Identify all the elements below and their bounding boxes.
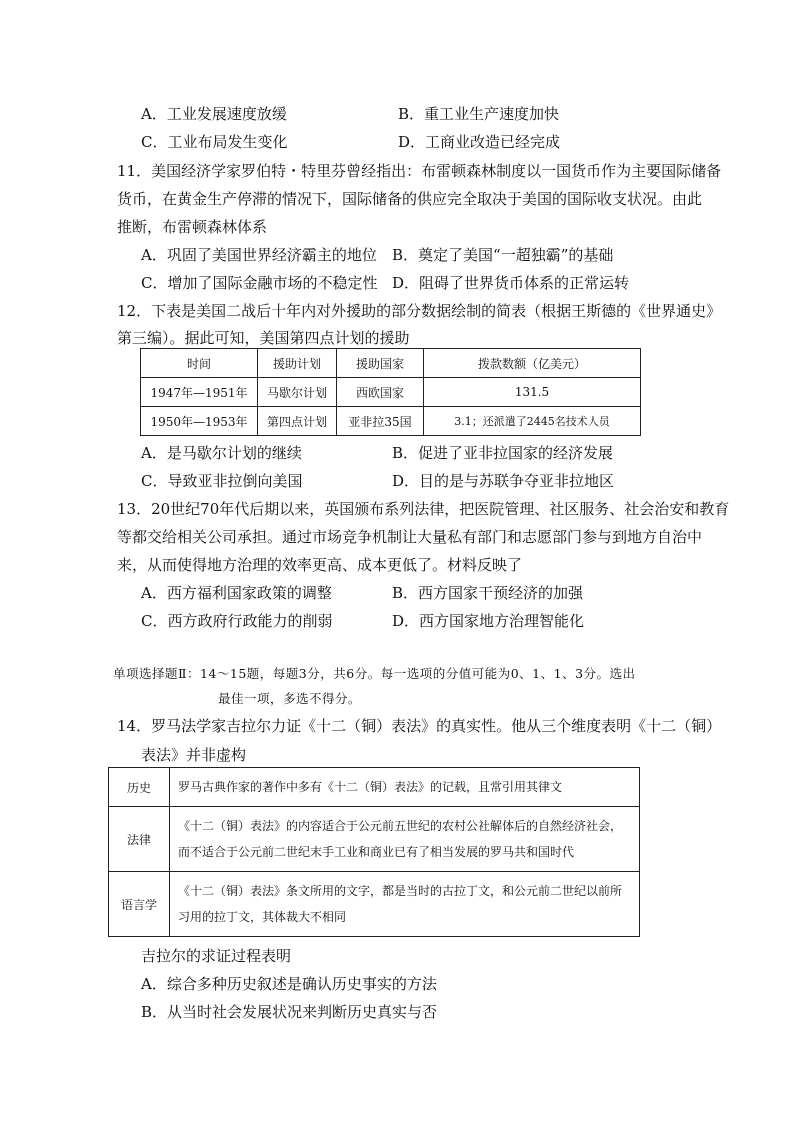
row-text: 《十二（铜）表法》条文所用的文字，都是当时的古拉丁文，和公元前二世纪以前所习用的拉丁文，其体裁大不相同 [170, 872, 640, 937]
table-cell: 1950年—1953年 [141, 407, 258, 436]
q13-option-d: D．西方国家地方治理智能化 [392, 612, 585, 630]
table-cell: 3.1；还派遣了2445名技术人员 [424, 407, 641, 436]
option-c: C．工业布局发生变化 [141, 133, 288, 151]
table-cell: 马歇尔计划 [258, 378, 337, 407]
table-row [141, 407, 641, 436]
q14-line-1: 14．罗马法学家吉拉尔力证《十二（铜）表法》的真实性。他从三个维度表明《十二（铜） [117, 717, 722, 735]
q11-line-1: 11．美国经济学家罗伯特・特里芬曾经指出：布雷顿森林制度以一国货币作为主要国际储备 [117, 162, 722, 180]
q14-option-a: A．综合多种历史叙述是确认历史事实的方法 [141, 975, 437, 993]
table-header-row [141, 349, 641, 378]
option-a: A．工业发展速度放缓 [141, 105, 287, 123]
q13-line-1: 13．20世纪70年代后期以来，英国颁布系列法律，把医院管理、社区服务、社会治安和教育 [117, 500, 730, 518]
q11-option-d: D．阻碍了世界货币体系的正常运转 [392, 274, 630, 292]
q11-option-c: C．增加了国际金融市场的不稳定性 [141, 274, 378, 292]
option-d: D．工商业改造已经完成 [398, 133, 561, 151]
q12-option-c: C．导致亚非拉倒向美国 [141, 472, 303, 490]
q13-option-a: A．西方福利国家政策的调整 [141, 584, 332, 602]
q11-line-3: 推断，布雷顿森林体系 [117, 218, 268, 236]
q12-option-d: D．目的是与苏联争夺亚非拉地区 [392, 472, 615, 490]
row-label: 语言学 [109, 872, 170, 937]
q12-line-1: 12．下表是美国二战后十年内对外援助的部分数据绘制的简表（根据王斯德的《世界通史》 [117, 302, 722, 320]
row-text: 罗马古典作家的著作中多有《十二（铜）表法》的记载，且常引用其律文 [170, 768, 640, 807]
q11-option-a: A．巩固了美国世界经济霸主的地位 [141, 246, 377, 264]
q13-option-b: B．西方国家干预经济的加强 [392, 584, 584, 602]
table-header: 时间 [141, 349, 258, 378]
table-row [109, 872, 640, 937]
q12-line-2: 第三编）。据此可知，美国第四点计划的援助 [117, 329, 410, 347]
option-b: B．重工业生产速度加快 [398, 105, 560, 123]
table-header: 援助计划 [258, 349, 337, 378]
table-cell: 西欧国家 [337, 378, 424, 407]
q14-line-2: 表法》并非虚构 [141, 746, 247, 764]
row-text: 《十二（铜）表法》的内容适合于公元前五世纪的农村公社解体后的自然经济社会，而不适合于公元前二世纪末手工业和商业已有了相当发展的罗马共和国时代 [170, 807, 640, 872]
table-row [109, 768, 640, 807]
table-row [109, 807, 640, 872]
q12-option-a: A．是马歇尔计划的继续 [141, 444, 302, 462]
table-cell: 第四点计划 [258, 407, 337, 436]
table-row [141, 378, 641, 407]
q12-option-b: B．促进了亚非拉国家的经济发展 [392, 444, 614, 462]
section-note-line-2: 最佳一项，多选不得分。 [218, 691, 362, 706]
q11-option-b: B．奠定了美国“一超独霸”的基础 [392, 246, 614, 264]
q13-line-3: 来，从而使得地方治理的效率更高、成本更低了。材料反映了 [117, 556, 523, 574]
row-label: 法律 [109, 807, 170, 872]
section-note-line-1: 单项选择题Ⅱ：14～15题，每题3分，共6分。每一选项的分值可能为0、1、1、3分。选出 [113, 666, 636, 681]
q14-followup: 吉拉尔的求证过程表明 [141, 947, 292, 965]
aid-table [140, 348, 641, 436]
q11-line-2: 货币，在黄金生产停滞的情况下，国际储备的供应完全取决于美国的国际收支状况。由此 [117, 190, 703, 208]
table-cell: 亚非拉35国 [337, 407, 424, 436]
table-header: 援助国家 [337, 349, 424, 378]
law-evidence-table [108, 767, 640, 937]
table-header: 拨款数额（亿美元） [424, 349, 641, 378]
table-cell: 1947年—1951年 [141, 378, 258, 407]
q14-option-b: B．从当时社会发展状况来判断历史真实与否 [141, 1003, 438, 1021]
table-cell: 131.5 [424, 378, 641, 407]
q13-line-2: 等都交给相关公司承担。通过市场竞争机制让大量私有部门和志愿部门参与到地方自治中 [117, 528, 703, 546]
q13-option-c: C．西方政府行政能力的削弱 [141, 612, 333, 630]
row-label: 历史 [109, 768, 170, 807]
